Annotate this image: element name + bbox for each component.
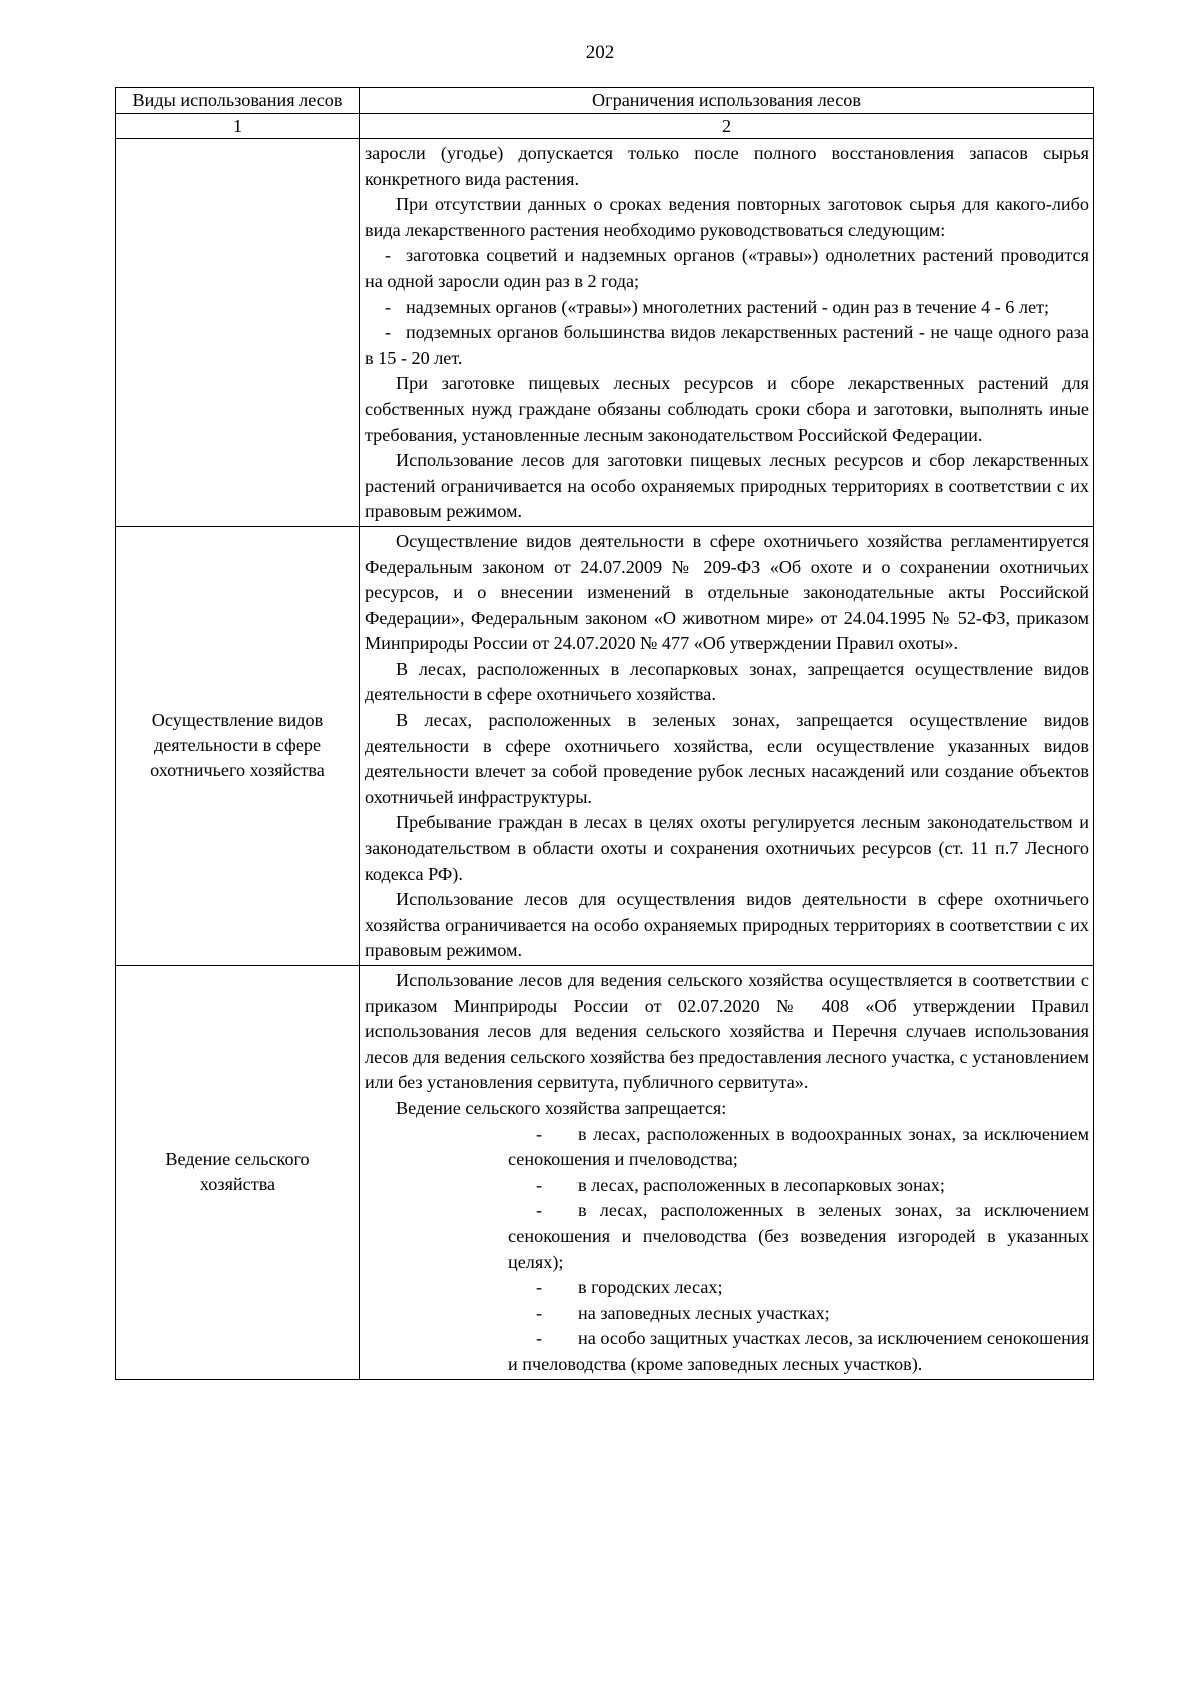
list-dash-marker: - bbox=[385, 322, 392, 343]
paragraph bbox=[365, 810, 1089, 887]
list-dash-marker: - bbox=[385, 296, 392, 317]
table-row bbox=[116, 966, 1094, 1380]
column-number-row bbox=[116, 114, 1094, 139]
forest-use-restrictions-table bbox=[115, 87, 1094, 1380]
list-dash-marker: - bbox=[536, 1200, 543, 1221]
paragraph bbox=[365, 529, 1089, 657]
list-item bbox=[508, 1326, 1089, 1377]
column-number-2: 2 bbox=[360, 114, 1094, 139]
paragraph bbox=[365, 968, 1089, 1096]
paragraph bbox=[365, 141, 1089, 192]
paragraph bbox=[365, 371, 1089, 448]
list-dash-marker: - bbox=[385, 245, 392, 266]
table-row bbox=[116, 526, 1094, 965]
table-row bbox=[116, 139, 1094, 527]
paragraph-text: заросли (угодье) допускается только после полного восстановления запасов сырья конкретного вида растения. bbox=[365, 143, 1089, 189]
paragraph-text: Использование лесов для ведения сельского хозяйства осуществляется в соответствии с приказом Минприроды России от 02.07.2020 № 408 «Об утверждении Правил использования лесов для ведения сельского хозяйства и Перечня случаев использования лесов для ведения сельского хозяйства без предоставления лесного участка, с установлением или без установления сервитута, публичного сервитута». bbox=[365, 970, 1089, 1093]
list-item bbox=[508, 1173, 1089, 1199]
column-header-use-types: Виды использования лесов bbox=[116, 88, 360, 114]
use-type-cell bbox=[116, 139, 360, 527]
list-item bbox=[365, 320, 1089, 371]
list-item bbox=[508, 1122, 1089, 1173]
paragraph-text: Использование лесов для осуществления видов деятельности в сфере охотничьего хозяйства ограничивается на особо охраняемых природных территориях в соответствии с их правовым режимом. bbox=[365, 889, 1089, 961]
paragraph bbox=[365, 1096, 1089, 1122]
paragraph bbox=[365, 192, 1089, 243]
column-header-restrictions: Ограничения использования лесов bbox=[360, 88, 1094, 114]
paragraph bbox=[365, 708, 1089, 810]
paragraph-text: подземных органов большинства видов лекарственных растений - не чаще одного раза в 15 - 20 лет. bbox=[365, 322, 1089, 368]
list-dash-marker: - bbox=[536, 1123, 543, 1144]
paragraph-text: на заповедных лесных участках; bbox=[578, 1302, 830, 1323]
table-header-row bbox=[116, 88, 1094, 114]
list-item bbox=[508, 1198, 1089, 1275]
page-number: 202 bbox=[585, 42, 615, 63]
paragraph-text: При отсутствии данных о сроках ведения повторных заготовок сырья для какого-либо вида лекарственного растения необходимо руководствоваться следующим: bbox=[365, 194, 1089, 240]
list-item bbox=[365, 295, 1089, 321]
paragraph-text: Пребывание граждан в лесах в целях охоты регулируется лесным законодательством и законодательством в области охоты и сохранения охотничьих ресурсов (ст. 11 п.7 Лесного кодекса РФ). bbox=[365, 812, 1089, 884]
paragraph-text: Использование лесов для заготовки пищевых лесных ресурсов и сбор лекарственных растений ограничивается на особо охраняемых природных территориях в соответствии с их правовым режимом. bbox=[365, 450, 1089, 522]
column-number-1: 1 bbox=[116, 114, 360, 139]
list-dash-marker: - bbox=[536, 1328, 543, 1349]
paragraph-text: на особо защитных участках лесов, за исключением сенокошения и пчеловодства (кроме заповедных лесных участков). bbox=[508, 1328, 1089, 1374]
restrictions-cell bbox=[360, 966, 1094, 1380]
use-type-cell: Ведение сельского хозяйства bbox=[116, 966, 360, 1380]
list-item bbox=[508, 1275, 1089, 1301]
list-dash-marker: - bbox=[536, 1174, 543, 1195]
restrictions-cell bbox=[360, 139, 1094, 527]
paragraph-text: При заготовке пищевых лесных ресурсов и сборе лекарственных растений для собственных нужд граждане обязаны соблюдать сроки сбора и заготовки, выполнять иные требования, установленные лесным законодательством Российской Федерации. bbox=[365, 373, 1089, 445]
paragraph bbox=[365, 657, 1089, 708]
paragraph-text: заготовка соцветий и надземных органов («травы») однолетних растений проводится на одной заросли один раз в 2 года; bbox=[365, 245, 1089, 291]
list-dash-marker: - bbox=[536, 1302, 543, 1323]
paragraph-text: в лесах, расположенных в водоохранных зонах, за исключением сенокошения и пчеловодства; bbox=[508, 1123, 1089, 1170]
paragraph-text: надземных органов («травы») многолетних растений - один раз в течение 4 - 6 лет; bbox=[406, 296, 1050, 317]
paragraph bbox=[365, 448, 1089, 525]
list-item bbox=[508, 1301, 1089, 1327]
restrictions-cell bbox=[360, 526, 1094, 965]
paragraph-text: в лесах, расположенных в зеленых зонах, за исключением сенокошения и пчеловодства (без возведения изгородей в указанных целях); bbox=[508, 1200, 1089, 1272]
list-dash-marker: - bbox=[536, 1277, 543, 1298]
paragraph-text: в лесах, расположенных в лесопарковых зонах; bbox=[578, 1174, 945, 1195]
paragraph bbox=[365, 887, 1089, 964]
list-item bbox=[365, 243, 1089, 294]
use-type-cell: Осуществление видов деятельности в сфере охотничьего хозяйства bbox=[116, 526, 360, 965]
paragraph-text: В лесах, расположенных в зеленых зонах, запрещается осуществление видов деятельности в сфере охотничьего хозяйства, если осуществление указанных видов деятельности влечет за собой проведение рубок лесных насаждений или создание объектов охотничьей инфраструктуры. bbox=[365, 710, 1089, 807]
paragraph-text: Ведение сельского хозяйства запрещается: bbox=[396, 1097, 727, 1118]
paragraph-text: в городских лесах; bbox=[578, 1277, 723, 1298]
paragraph-text: В лесах, расположенных в лесопарковых зонах, запрещается осуществление видов деятельности в сфере охотничьего хозяйства. bbox=[365, 658, 1089, 705]
paragraph-text: Осуществление видов деятельности в сфере охотничьего хозяйства регламентируется Федеральным законом от 24.07.2009 № 209-ФЗ «Об охоте и о сохранении охотничьих ресурсов, и о внесении изменений в отдельные законодательные акты Российской Федерации», Федеральным законом «О животном мире» от 24.04.1995 № 52-ФЗ, приказом Минприроды России от 24.07.2020 № 477 «Об утверждении Правил охоты». bbox=[365, 530, 1089, 654]
